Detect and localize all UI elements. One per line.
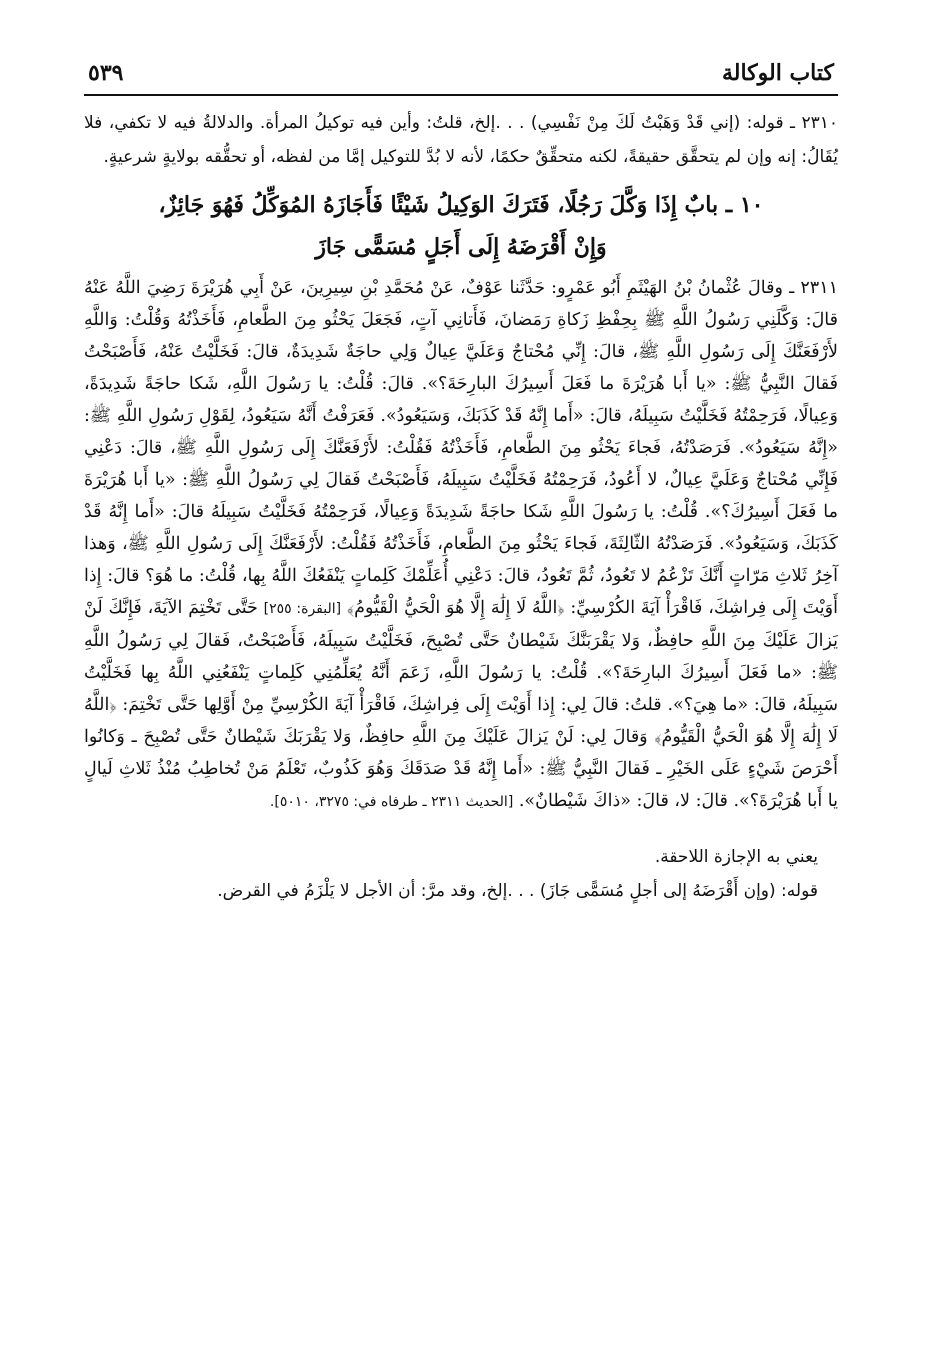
hadith-body-part-1: ٢٣١١ ـ وقالَ عُثْمانُ بْنُ الهَيْثَمِ أَبُو عَمْرٍو: حَدَّثَنا عَوْفٌ، عَنْ مُحَمَّدِ بْنِ سِيرِينَ، عَنْ أَبِي هُرَيْرَةَ رَضِيَ اللَّهُ عَنْهُ قالَ: وَكَّلَنِي رَسُولُ اللَّهِ ﷺ بِحِفْظِ زَكاةِ رَمَضانَ، فَأَتانِي آتٍ، فَجَعَلَ يَحْثُو مِنَ الطَّعامِ، فَأَخَذْتُهُ وَقُلْتُ: وَاللَّهِ لأَرْفَعَنَّكَ إِلَى رَسُولِ اللَّهِ ﷺ، قالَ: إِنِّي مُحْتاجٌ وَعَلَيَّ عِيالٌ وَلِي حاجَةٌ شَدِيدَةٌ، قالَ: فَخَلَّيْتُ عَنْهُ، فَأَصْبَحْتُ فَقالَ النَّبِيُّ ﷺ: «يا أَبا هُرَيْرَةَ ما فَعَلَ أَسِيرُكَ البارِحَةَ؟». قالَ: قُلْتُ: يا رَسُولَ اللَّهِ، شَكا حاجَةً شَدِيدَةً، وَعِيالًا، فَرَحِمْتُهُ فَخَلَّيْتُ سَبِيلَهُ، قالَ: «أَما إِنَّهُ قَدْ كَذَبَكَ، وَسَيَعُودُ». فَعَرَفْتُ أَنَّهُ سَيَعُودُ، لِقَوْلِ رَسُولِ اللَّهِ ﷺ: «إِنَّهُ سَيَعُودُ». فَرَصَدْتُهُ، فَجاءَ يَحْثُو مِنَ الطَّعامِ، فَأَخَذْتُهُ فَقُلْتُ: لأَرْفَعَنَّكَ إِلَى رَسُولِ اللَّهِ ﷺ، قالَ: دَعْنِي فَإِنِّي مُحْتاجٌ وَعَلَيَّ عِيالٌ، لا أَعُودُ، فَرَحِمْتُهُ فَخَلَّيْتُ سَبِيلَهُ، فَأَصْبَحْتُ فَقالَ لِي رَسُولُ اللَّهِ ﷺ: «يا أَبا هُرَيْرَةَ ما فَعَلَ أَسِيرُكَ؟». قُلْتُ: يا رَسُولَ اللَّهِ شَكا حاجَةً شَدِيدَةً وَعِيالًا، فَرَحِمْتُهُ فَخَلَّيْتُ سَبِيلَهُ قالَ: «أَما إِنَّهُ قَدْ كَذَبَكَ، وَسَيَعُودُ». فَرَصَدْتُهُ الثّالِثَةَ، فَجاءَ يَحْثُو مِنَ الطَّعامِ، فَأَخَذْتُهُ فَقُلْتُ: لأَرْفَعَنَّكَ إِلَى رَسُولِ اللَّهِ ﷺ، وَهذا آخِرُ ثَلاثِ مَرّاتٍ أَنَّكَ تَزْعُمُ لا تَعُودُ، ثُمَّ تَعُودُ، قالَ: دَعْنِي أُعَلِّمْكَ كَلِماتٍ يَنْفَعُكَ اللَّهُ بِها، قُلْتُ: ما هُوَ؟ قالَ: إِذا أَوَيْتَ إِلَى فِراشِكَ، فَاقْرَأْ آيَةَ الكُرْسِيِّ: ﴿اللَّهُ لَا إِلَٰهَ إِلَّا هُوَ الْحَيُّ الْقَيُّومُ﴾ xyxy=(84,278,838,618)
chapter-heading xyxy=(84,184,838,268)
commentary-line-1: يعني به الإجازة اللاحقة. xyxy=(654,847,818,867)
hadith-body-part-2: حَتَّى تَخْتِمَ الآيَةَ، فَإِنَّكَ لَنْ يَزالَ عَلَيْكَ مِنَ اللَّهِ حافِظٌ، وَلا يَقْرَبَنَّكَ شَيْطانٌ حَتَّى تُصْبِحَ، فَخَلَّيْتُ سَبِيلَهُ، فَأَصْبَحْتُ، فَقالَ لِي رَسُولُ اللَّهِ ﷺ: «ما فَعَلَ أَسِيرُكَ البارِحَةَ؟». قُلْتُ: يا رَسُولَ اللَّهِ، زَعَمَ أَنَّهُ يُعَلِّمُنِي كَلِماتٍ يَنْفَعُنِي اللَّهُ بِها فَخَلَّيْتُ سَبِيلَهُ، قالَ: «ما هِيَ؟». قلتُ: قالَ لِي: إِذا أَوَيْتَ إِلَى فِراشِكَ، فَاقْرَأْ آيَةَ الكُرْسِيِّ مِنْ أَوَّلِها حَتَّى تَخْتِمَ: ﴿اللَّهُ لَا إِلَٰهَ إِلَّا هُوَ الْحَيُّ الْقَيُّومُ﴾ وَقالَ لِي: لَنْ يَزالَ عَلَيْكَ مِنَ اللَّهِ حافِظٌ، وَلا يَقْرَبَكَ شَيْطانٌ حَتَّى تُصْبِحَ ـ وَكانُوا أَحْرَصَ شَيْءٍ عَلَى الخَيْرِ ـ فَقالَ النَّبِيُّ ﷺ: «أَما إِنَّهُ قَدْ صَدَقَكَ وَهُوَ كَذُوبٌ، تَعْلَمُ مَنْ تُخاطِبُ مُنْذُ ثَلاثِ لَيالٍ يا أَبا هُرَيْرَةَ؟». قالَ: لا، قالَ: «ذاكَ شَيْطانٌ». xyxy=(84,598,839,811)
page-header xyxy=(84,60,838,94)
hadith-text xyxy=(84,272,838,818)
page-number: ٥٣٩ xyxy=(88,60,124,86)
header-divider xyxy=(84,94,838,96)
chapter-heading-line-2: وَإِنْ أَقْرَضَهُ إِلَى أَجَلٍ مُسَمًّى جَازَ xyxy=(315,234,607,260)
spacer xyxy=(84,818,838,840)
commentary-line-2: قوله: (وإن أَقْرَضَهُ إلى أجلٍ مُسَمًّى جَازَ) . . .إلخ، وقد مرَّ: أن الأجل لا يَلْزَمُ في القرض. xyxy=(217,881,818,901)
chapter-heading-line-1: ١٠ ـ بابٌ إِذَا وَكَّلَ رَجُلًا، فَتَرَكَ الوَكِيلُ شَيْئًا فَأَجَازَهُ المُوَكِّلُ فَهُوَ جَائِزٌ، xyxy=(158,192,764,218)
hadith-cross-reference: [الحديث ٢٣١١ ـ طرفاه في: ٣٢٧٥، ٥٠١٠]. xyxy=(269,794,514,810)
commentary-paragraph-top: ٢٣١٠ ـ قوله: (إني قَدْ وَهَبْتُ لَكَ مِنْ نَفْسِي) . . .إلخ، قلتُ: وأين فيه توكيلُ المرأة. والدلالةُ فيه لا تكفي، فلا يُقَالُ: إنه وإن لم يتحقَّق حقيقةً، لكنه متحقِّقٌ حكمًا، لأنه لا بُدَّ للتوكيل إمَّا من لفظه، أو تحقُّقه بولايةٍ شرعيةٍ. xyxy=(84,113,838,167)
quran-reference: [البقرة: ٢٥٥] xyxy=(263,601,342,617)
running-title: كتاب الوكالة xyxy=(721,60,834,86)
